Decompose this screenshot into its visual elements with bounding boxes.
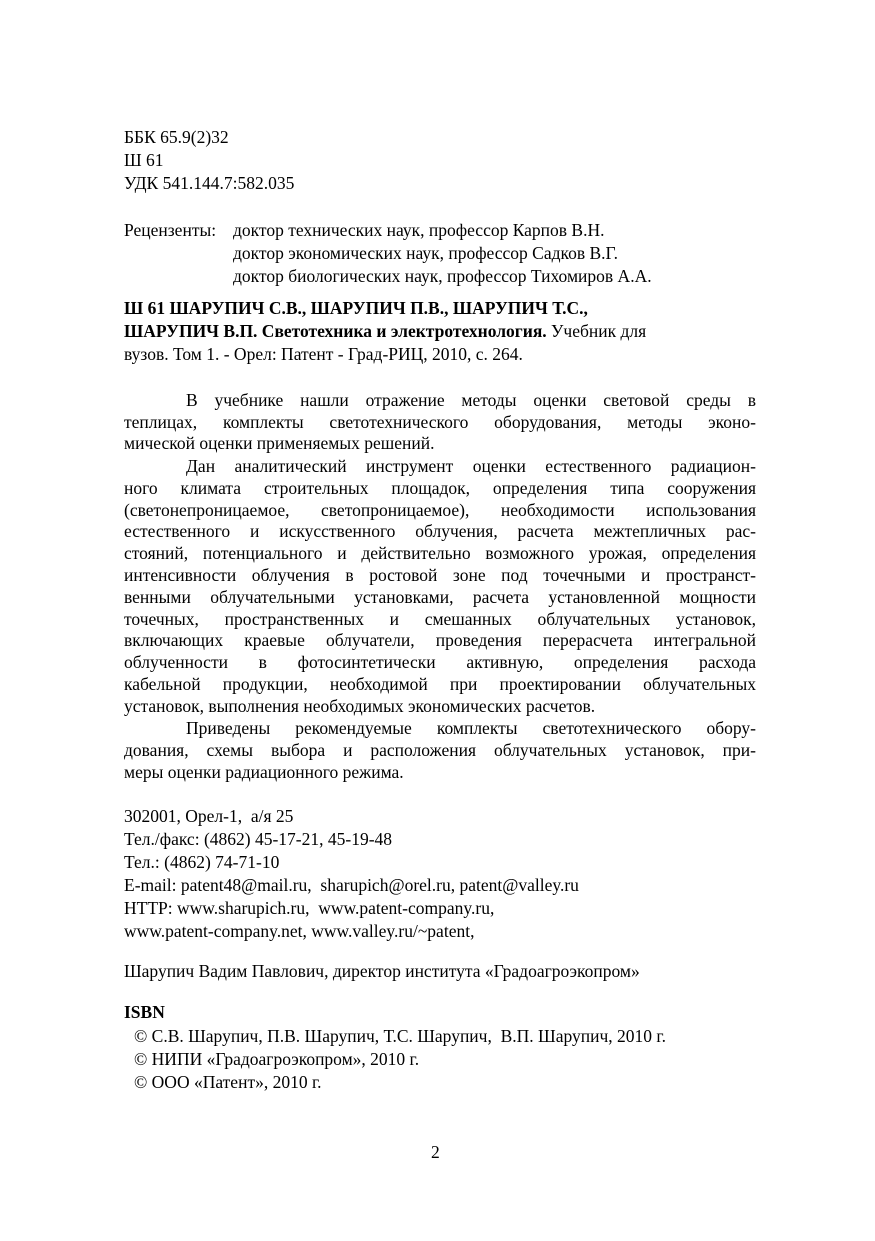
- abstract-line: кабельной продукции, необходимой при проектировании облучательных: [124, 674, 756, 694]
- author-mark: Ш 61: [124, 150, 164, 170]
- abstract-line: интенсивности облучения в ростовой зоне под точечными и пространст-: [124, 565, 756, 585]
- abstract-line: Приведены рекомендуемые комплекты светотехнического обору-: [186, 718, 756, 738]
- abstract-line: венными облучательными установками, расчета установленной мощности: [124, 587, 756, 607]
- citation-type: Учебник для: [546, 321, 647, 341]
- udk-code: УДК 541.144.7:582.035: [124, 173, 295, 193]
- citation-publisher: вузов. Том 1. - Орел: Патент - Град-РИЦ, 2010, с. 264.: [124, 344, 523, 364]
- copyright-line: © НИПИ «Градоагроэкопром», 2010 г.: [134, 1049, 420, 1069]
- contact-http-cont: www.patent-company.net, www.valley.ru/~patent,: [124, 921, 475, 941]
- abstract-line: установок, выполнения необходимых экономических расчетов.: [124, 696, 596, 716]
- contact-address: 302001, Орел-1, а/я 25: [124, 806, 294, 826]
- abstract-line: включающих краевые облучатели, проведения перерасчета интегральной: [124, 630, 756, 650]
- reviewer-item: доктор технических наук, профессор Карпов В.Н.: [233, 220, 605, 240]
- abstract-line: (светонепроницаемое, светопроницаемое), необходимости использования: [124, 500, 756, 520]
- abstract-line: точечных, пространственных и смешанных облучательных установок,: [124, 609, 756, 629]
- abstract-line: ного климата строительных площадок, определения типа сооружения: [124, 478, 756, 498]
- reviewer-item: доктор экономических наук, профессор Садков В.Г.: [233, 243, 619, 263]
- abstract-line: стояний, потенциального и действительно возможного урожая, определения: [124, 543, 756, 563]
- abstract-line: теплицах, комплекты светотехнического оборудования, методы эконо-: [124, 412, 756, 432]
- contact-phone: Тел.: (4862) 74-71-10: [124, 852, 280, 872]
- abstract-line: меры оценки радиационного режима.: [124, 762, 404, 782]
- contact-email: E-mail: patent48@mail.ru, sharupich@orel.ru, patent@valley.ru: [124, 875, 579, 895]
- abstract-line: облученности в фотосинтетически активную, определения расхода: [124, 652, 756, 672]
- citation-title: ШАРУПИЧ В.П. Светотехника и электротехнология.: [124, 321, 547, 341]
- director-line: Шарупич Вадим Павлович, директор института «Градоагроэкопром»: [124, 961, 640, 981]
- abstract-line: мической оценки применяемых решений.: [124, 433, 435, 453]
- citation-authors: Ш 61 ШАРУПИЧ С.В., ШАРУПИЧ П.В., ШАРУПИЧ Т.С.,: [124, 298, 588, 318]
- abstract-line: дования, схемы выбора и расположения облучательных установок, при-: [124, 740, 756, 760]
- abstract-line: В учебнике нашли отражение методы оценки световой среды в: [186, 390, 756, 410]
- page-number: 2: [431, 1142, 440, 1162]
- reviewers-label: Рецензенты:: [124, 220, 217, 240]
- copyright-line: © ООО «Патент», 2010 г.: [134, 1072, 322, 1092]
- abstract-line: естественного и искусственного облучения, расчета межтепличных рас-: [124, 521, 756, 541]
- reviewer-item: доктор биологических наук, профессор Тихомиров А.А.: [233, 266, 652, 286]
- isbn-label: ISBN: [124, 1002, 165, 1022]
- contact-http: HTTP: www.sharupich.ru, www.patent-company.ru,: [124, 898, 495, 918]
- citation-title-line: [124, 320, 646, 342]
- copyright-line: © С.В. Шарупич, П.В. Шарупич, Т.С. Шарупич, В.П. Шарупич, 2010 г.: [134, 1026, 666, 1046]
- contact-phone-fax: Тел./факс: (4862) 45-17-21, 45-19-48: [124, 829, 393, 849]
- abstract-line: Дан аналитический инструмент оценки естественного радиацион-: [186, 456, 756, 476]
- bbk-code: ББК 65.9(2)32: [124, 127, 229, 147]
